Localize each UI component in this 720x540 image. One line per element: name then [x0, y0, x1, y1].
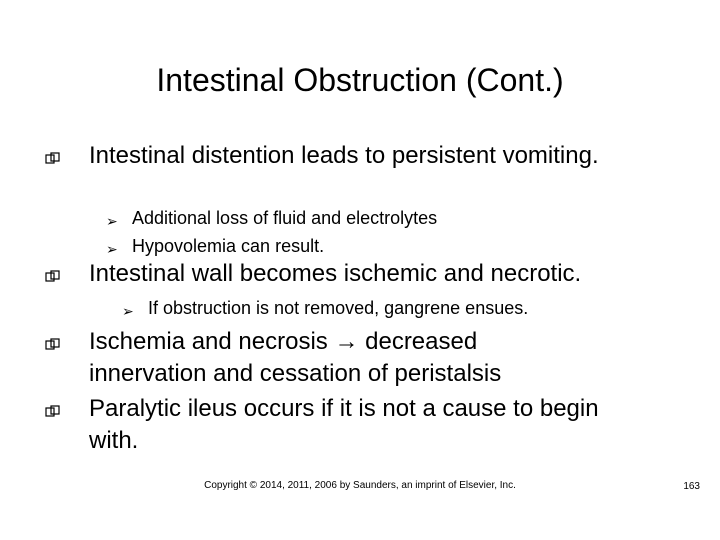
sub-bullet-text: Additional loss of fluid and electrolytes [132, 208, 438, 228]
slide-title: Intestinal Obstruction (Cont.) [156, 62, 564, 98]
bullet-text: Intestinal wall becomes ischemic and necrotic. [89, 260, 582, 287]
sub-bullet-text: Hypovolemia can result. [132, 236, 325, 256]
bullet-item-2 [0, 258, 720, 290]
copyright-footer: Copyright © 2014, 2011, 2006 by Saunders, an imprint of Elsevier, Inc. [204, 480, 516, 491]
arrowhead-bullet-icon: ➢ [106, 241, 118, 257]
bullet-text: Intestinal distention leads to persistent vomiting. [89, 142, 599, 169]
sub-bullet-text: If obstruction is not removed, gangrene ensues. [148, 298, 529, 318]
bullet-item-1 [0, 140, 720, 204]
bullet-text: Paralytic ileus occurs if it is not a cause to begin with. [89, 395, 599, 454]
bullet-text: Ischemia and necrosis → decreased innervation and cessation of peristalsis [89, 328, 502, 387]
bullet-item-3 [0, 326, 720, 390]
arrowhead-bullet-icon: ➢ [106, 213, 118, 229]
box-bullet-icon [45, 152, 61, 166]
arrowhead-bullet-icon: ➢ [122, 303, 134, 319]
box-bullet-icon [45, 338, 61, 352]
box-bullet-icon [45, 270, 61, 284]
page-number: 163 [683, 481, 700, 492]
bullet-item-4 [0, 393, 720, 457]
box-bullet-icon [45, 405, 61, 419]
